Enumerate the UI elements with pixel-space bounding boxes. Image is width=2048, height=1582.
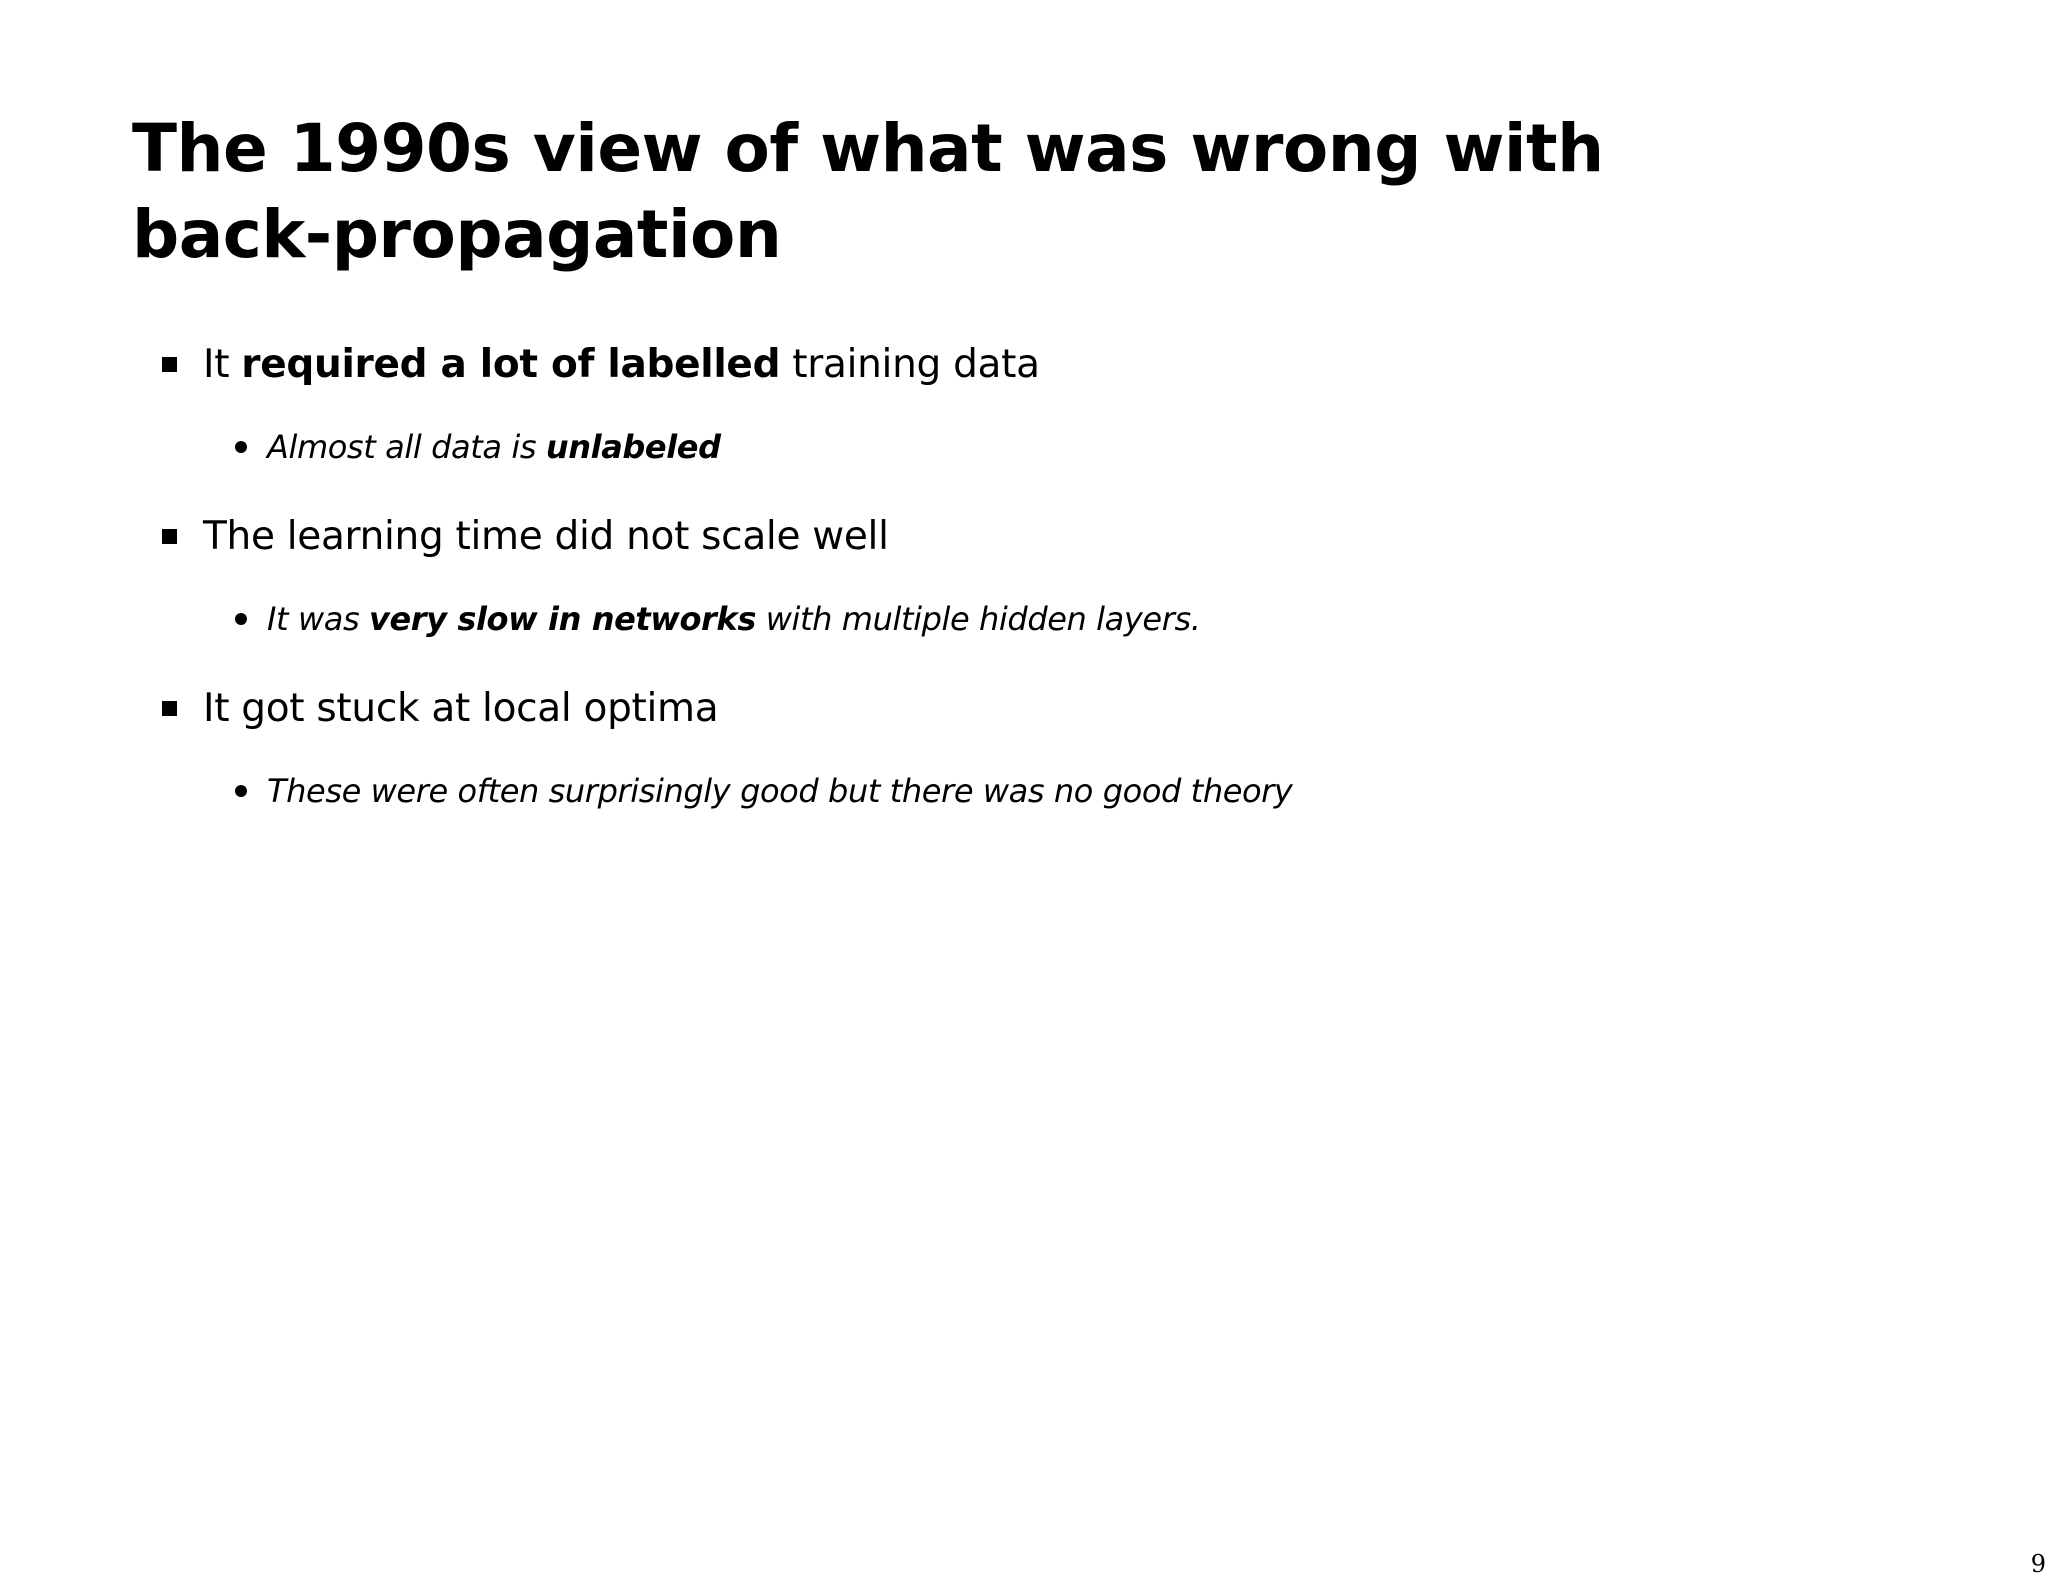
page-number: 9 [2030, 1550, 2046, 1578]
sub-bullet-item-1-text [267, 428, 721, 466]
sub-bullet-item-2 [235, 594, 1201, 644]
sub-bullet-item-3 [235, 766, 1292, 816]
sub-bullet-item-1 [235, 422, 721, 472]
slide-title-line-2: back-propagation [132, 196, 782, 273]
square-bullet-icon [162, 357, 177, 372]
bullet-item-2 [162, 506, 889, 566]
bullet-item-2-text [203, 514, 889, 559]
bullet-item-3-text [203, 686, 718, 731]
bullet-item-3-text-pre: It got stuck at local optima [203, 685, 719, 731]
slide-title-line-1: The 1990s view of what was wrong with [132, 110, 1604, 187]
bullet-item-1-text-bold: required a lot of labelled [241, 341, 781, 387]
dot-bullet-icon [235, 785, 247, 797]
bullet-item-1-text [203, 342, 1040, 387]
dot-bullet-icon [235, 441, 247, 453]
bullet-item-1-text-post: training data [780, 341, 1040, 387]
bullet-item-1-text-pre: It [203, 341, 242, 387]
square-bullet-icon [162, 529, 177, 544]
square-bullet-icon [162, 701, 177, 716]
sub-bullet-item-2-text-pre: It was [267, 600, 369, 638]
bullet-item-3 [162, 678, 718, 738]
sub-bullet-item-2-text-bold: very slow in networks [368, 600, 756, 638]
sub-bullet-item-2-text [267, 600, 1201, 638]
sub-bullet-item-2-text-post: with multiple hidden layers. [755, 600, 1201, 638]
dot-bullet-icon [235, 613, 247, 625]
bullet-item-2-text-pre: The learning time did not scale well [203, 513, 889, 559]
sub-bullet-item-1-text-pre: Almost all data is [267, 428, 546, 466]
sub-bullet-item-3-text-pre: These were often surprisingly good but there was no good theory [267, 772, 1293, 810]
sub-bullet-item-1-text-bold: unlabeled [545, 428, 721, 466]
bullet-item-1 [162, 334, 1040, 394]
sub-bullet-item-3-text [267, 772, 1292, 810]
